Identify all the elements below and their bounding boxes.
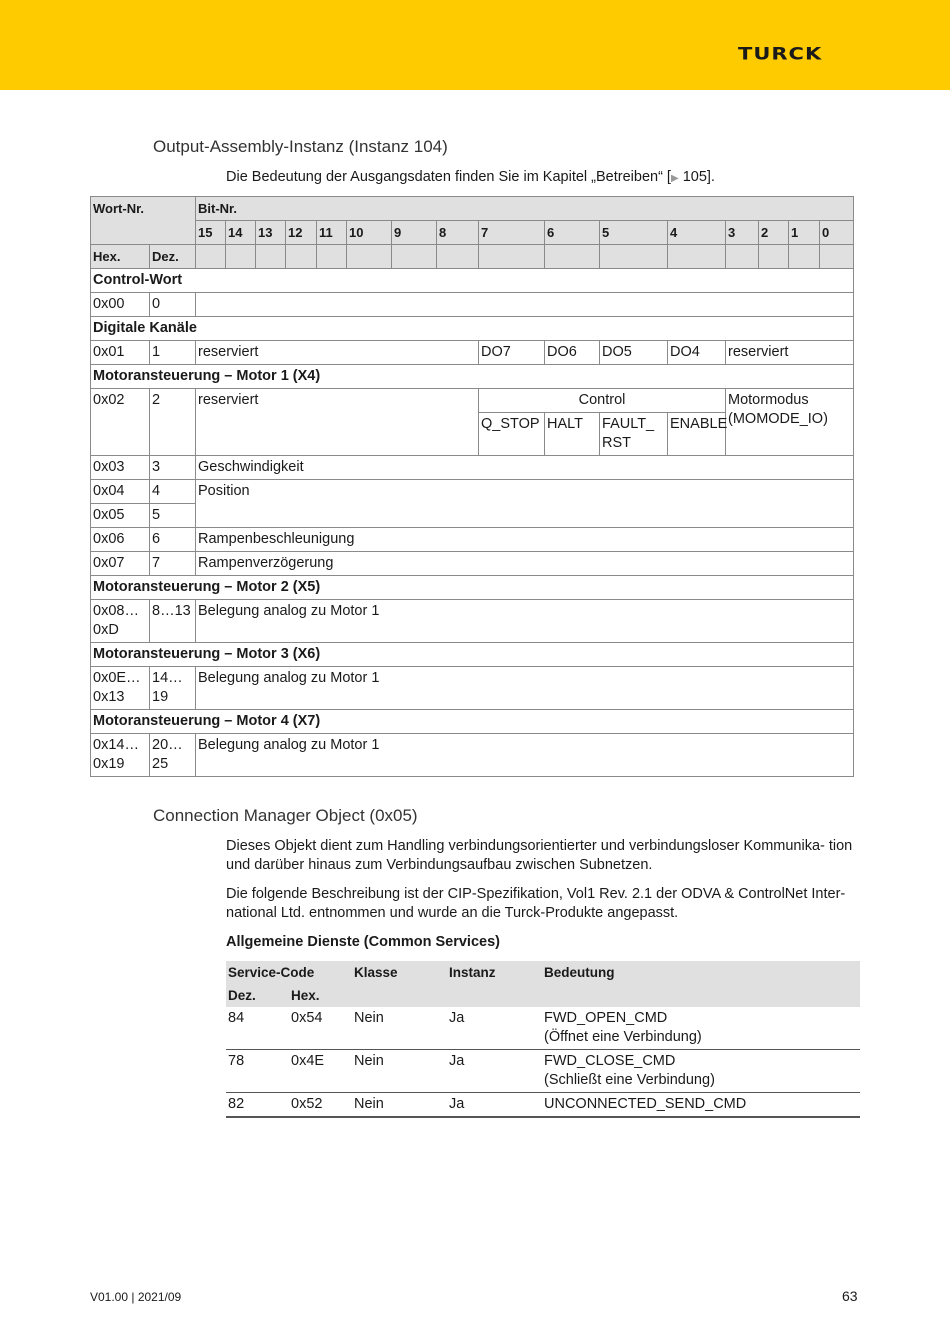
cell-speed: Geschwindigkeit <box>196 456 854 480</box>
cell-do6: DO6 <box>545 341 600 365</box>
header-dez: Dez. <box>226 984 289 1007</box>
cell-position: Position <box>196 480 854 528</box>
turck-logo: TURCK <box>738 44 823 64</box>
cell-hex: 0x07 <box>91 552 150 576</box>
cell-hex: 0x08… 0xD <box>91 600 150 643</box>
footer-version: V01.00 | 2021/09 <box>90 1290 182 1304</box>
cell-dec: 8…13 <box>150 600 196 643</box>
bit-header: 3 <box>726 221 759 245</box>
service-name: FWD_CLOSE_CMD <box>544 1053 676 1069</box>
arrow-right-icon: ▶ <box>670 173 679 184</box>
description-paragraph-2: Die folgende Beschreibung ist der CIP-Spezifikation, Vol1 Rev. 2.1 der ODVA & ControlNet Inter- national Ltd. entnommen und wurde an die Turck-Produkte angepasst. <box>226 886 846 921</box>
cell-analog: Belegung analog zu Motor 1 <box>196 734 854 777</box>
bit-header: 13 <box>256 221 286 245</box>
header-dec: Dez. <box>150 245 196 269</box>
cell-do7: DO7 <box>479 341 545 365</box>
bit-header: 9 <box>392 221 437 245</box>
bit-header: 4 <box>668 221 726 245</box>
section-row-motor-1: Motoransteuerung – Motor 1 (X4) <box>91 365 854 389</box>
section-row-motor-4: Motoransteuerung – Motor 4 (X7) <box>91 710 854 734</box>
cell-hex: 0x00 <box>91 293 150 317</box>
service-description: (Schließt eine Verbindung) <box>544 1072 715 1088</box>
cell-q-stop: Q_STOP <box>479 413 545 456</box>
header-klasse: Klasse <box>352 961 447 984</box>
service-description: (Öffnet eine Verbindung) <box>544 1029 702 1045</box>
bit-header: 10 <box>347 221 392 245</box>
cell-reserved: reserviert <box>196 341 479 365</box>
cell-hex: 0x01 <box>91 341 150 365</box>
bit-header: 6 <box>545 221 600 245</box>
section-row-motor-2: Motoransteuerung – Motor 2 (X5) <box>91 576 854 600</box>
cell-halt: HALT <box>545 413 600 456</box>
bit-header: 0 <box>820 221 854 245</box>
cell-hex: 0x54 <box>289 1007 352 1050</box>
cell-instanz: Ja <box>447 1093 542 1118</box>
cell-enable: ENABLE <box>668 413 726 456</box>
cell-dec: 6 <box>150 528 196 552</box>
bit-header: 14 <box>226 221 256 245</box>
bit-header: 12 <box>286 221 317 245</box>
cell-empty <box>196 293 854 317</box>
header-bit-nr: Bit-Nr. <box>196 197 854 221</box>
section-title-connection-manager: Connection Manager Object (0x05) <box>153 806 418 825</box>
cell-reserved: reserviert <box>726 341 854 365</box>
table-row <box>226 1007 860 1050</box>
header-word-nr: Wort-Nr. <box>91 197 196 245</box>
section-title-output-assembly: Output-Assembly-Instanz (Instanz 104) <box>153 137 448 156</box>
cell-hex: 0x4E <box>289 1050 352 1093</box>
cell-bedeutung <box>542 1007 860 1050</box>
bit-header: 1 <box>789 221 820 245</box>
cell-analog: Belegung analog zu Motor 1 <box>196 667 854 710</box>
cell-klasse: Nein <box>352 1050 447 1093</box>
header-bedeutung: Bedeutung <box>542 961 860 984</box>
cell-do5: DO5 <box>600 341 668 365</box>
cell-dec: 4 <box>150 480 196 504</box>
cell-dec: 5 <box>150 504 196 528</box>
cell-klasse: Nein <box>352 1007 447 1050</box>
intro-paragraph: Die Bedeutung der Ausgangsdaten finden Sie im Kapitel „Betreiben“ [▶ 105]. <box>226 169 715 185</box>
page-reference-link[interactable]: 105]. <box>682 169 715 185</box>
header-hex: Hex. <box>91 245 150 269</box>
cell-bedeutung <box>542 1093 860 1118</box>
cell-fault-rst: FAULT_ RST <box>600 413 668 456</box>
cell-dec: 20… 25 <box>150 734 196 777</box>
common-services-table <box>226 961 860 1118</box>
bit-header: 11 <box>317 221 347 245</box>
cell-dez: 84 <box>226 1007 289 1050</box>
cell-dec: 0 <box>150 293 196 317</box>
cell-hex: 0x14… 0x19 <box>91 734 150 777</box>
page-number: 63 <box>842 1288 858 1304</box>
cell-motormodus: Motormodus (MOMODE_IO) <box>726 389 854 456</box>
cell-analog: Belegung analog zu Motor 1 <box>196 600 854 643</box>
cell-hex: 0x05 <box>91 504 150 528</box>
cell-bedeutung <box>542 1050 860 1093</box>
section-row-digital-channels: Digitale Kanäle <box>91 317 854 341</box>
cell-dez: 78 <box>226 1050 289 1093</box>
cell-dec: 2 <box>150 389 196 456</box>
cell-do4: DO4 <box>668 341 726 365</box>
cell-ramp-accel: Rampenbeschleunigung <box>196 528 854 552</box>
section-row-control-word: Control-Wort <box>91 269 854 293</box>
output-assembly-table <box>90 196 854 777</box>
cell-dec: 1 <box>150 341 196 365</box>
cell-ramp-decel: Rampenverzögerung <box>196 552 854 576</box>
cell-klasse: Nein <box>352 1093 447 1118</box>
service-name: UNCONNECTED_SEND_CMD <box>544 1096 747 1112</box>
bit-header: 8 <box>437 221 479 245</box>
cell-hex: 0x06 <box>91 528 150 552</box>
cell-dez: 82 <box>226 1093 289 1118</box>
bit-header: 2 <box>759 221 789 245</box>
cell-reserved: reserviert <box>196 389 479 456</box>
cell-hex: 0x52 <box>289 1093 352 1118</box>
section-row-motor-3: Motoransteuerung – Motor 3 (X6) <box>91 643 854 667</box>
cell-dec: 14… 19 <box>150 667 196 710</box>
bit-header: 7 <box>479 221 545 245</box>
cell-hex: 0x04 <box>91 480 150 504</box>
header-hex: Hex. <box>289 984 352 1007</box>
cell-control: Control <box>479 389 726 413</box>
bit-header: 5 <box>600 221 668 245</box>
bit-header: 15 <box>196 221 226 245</box>
header-service-code: Service-Code <box>226 961 352 984</box>
header-instanz: Instanz <box>447 961 542 984</box>
service-name: FWD_OPEN_CMD <box>544 1010 668 1026</box>
table-row <box>226 1093 860 1118</box>
cell-hex: 0x03 <box>91 456 150 480</box>
cell-hex: 0x0E… 0x13 <box>91 667 150 710</box>
cell-dec: 3 <box>150 456 196 480</box>
table-row <box>226 1050 860 1093</box>
description-paragraph-1: Dieses Objekt dient zum Handling verbindungsorientierter und verbindungsloser Kommunika- tion und darüber hinaus zum Verbindungsaufbau zwischen Subnetzen. <box>226 838 853 873</box>
common-services-heading: Allgemeine Dienste (Common Services) <box>226 934 500 950</box>
cell-instanz: Ja <box>447 1007 542 1050</box>
cell-instanz: Ja <box>447 1050 542 1093</box>
cell-hex: 0x02 <box>91 389 150 456</box>
cell-dec: 7 <box>150 552 196 576</box>
